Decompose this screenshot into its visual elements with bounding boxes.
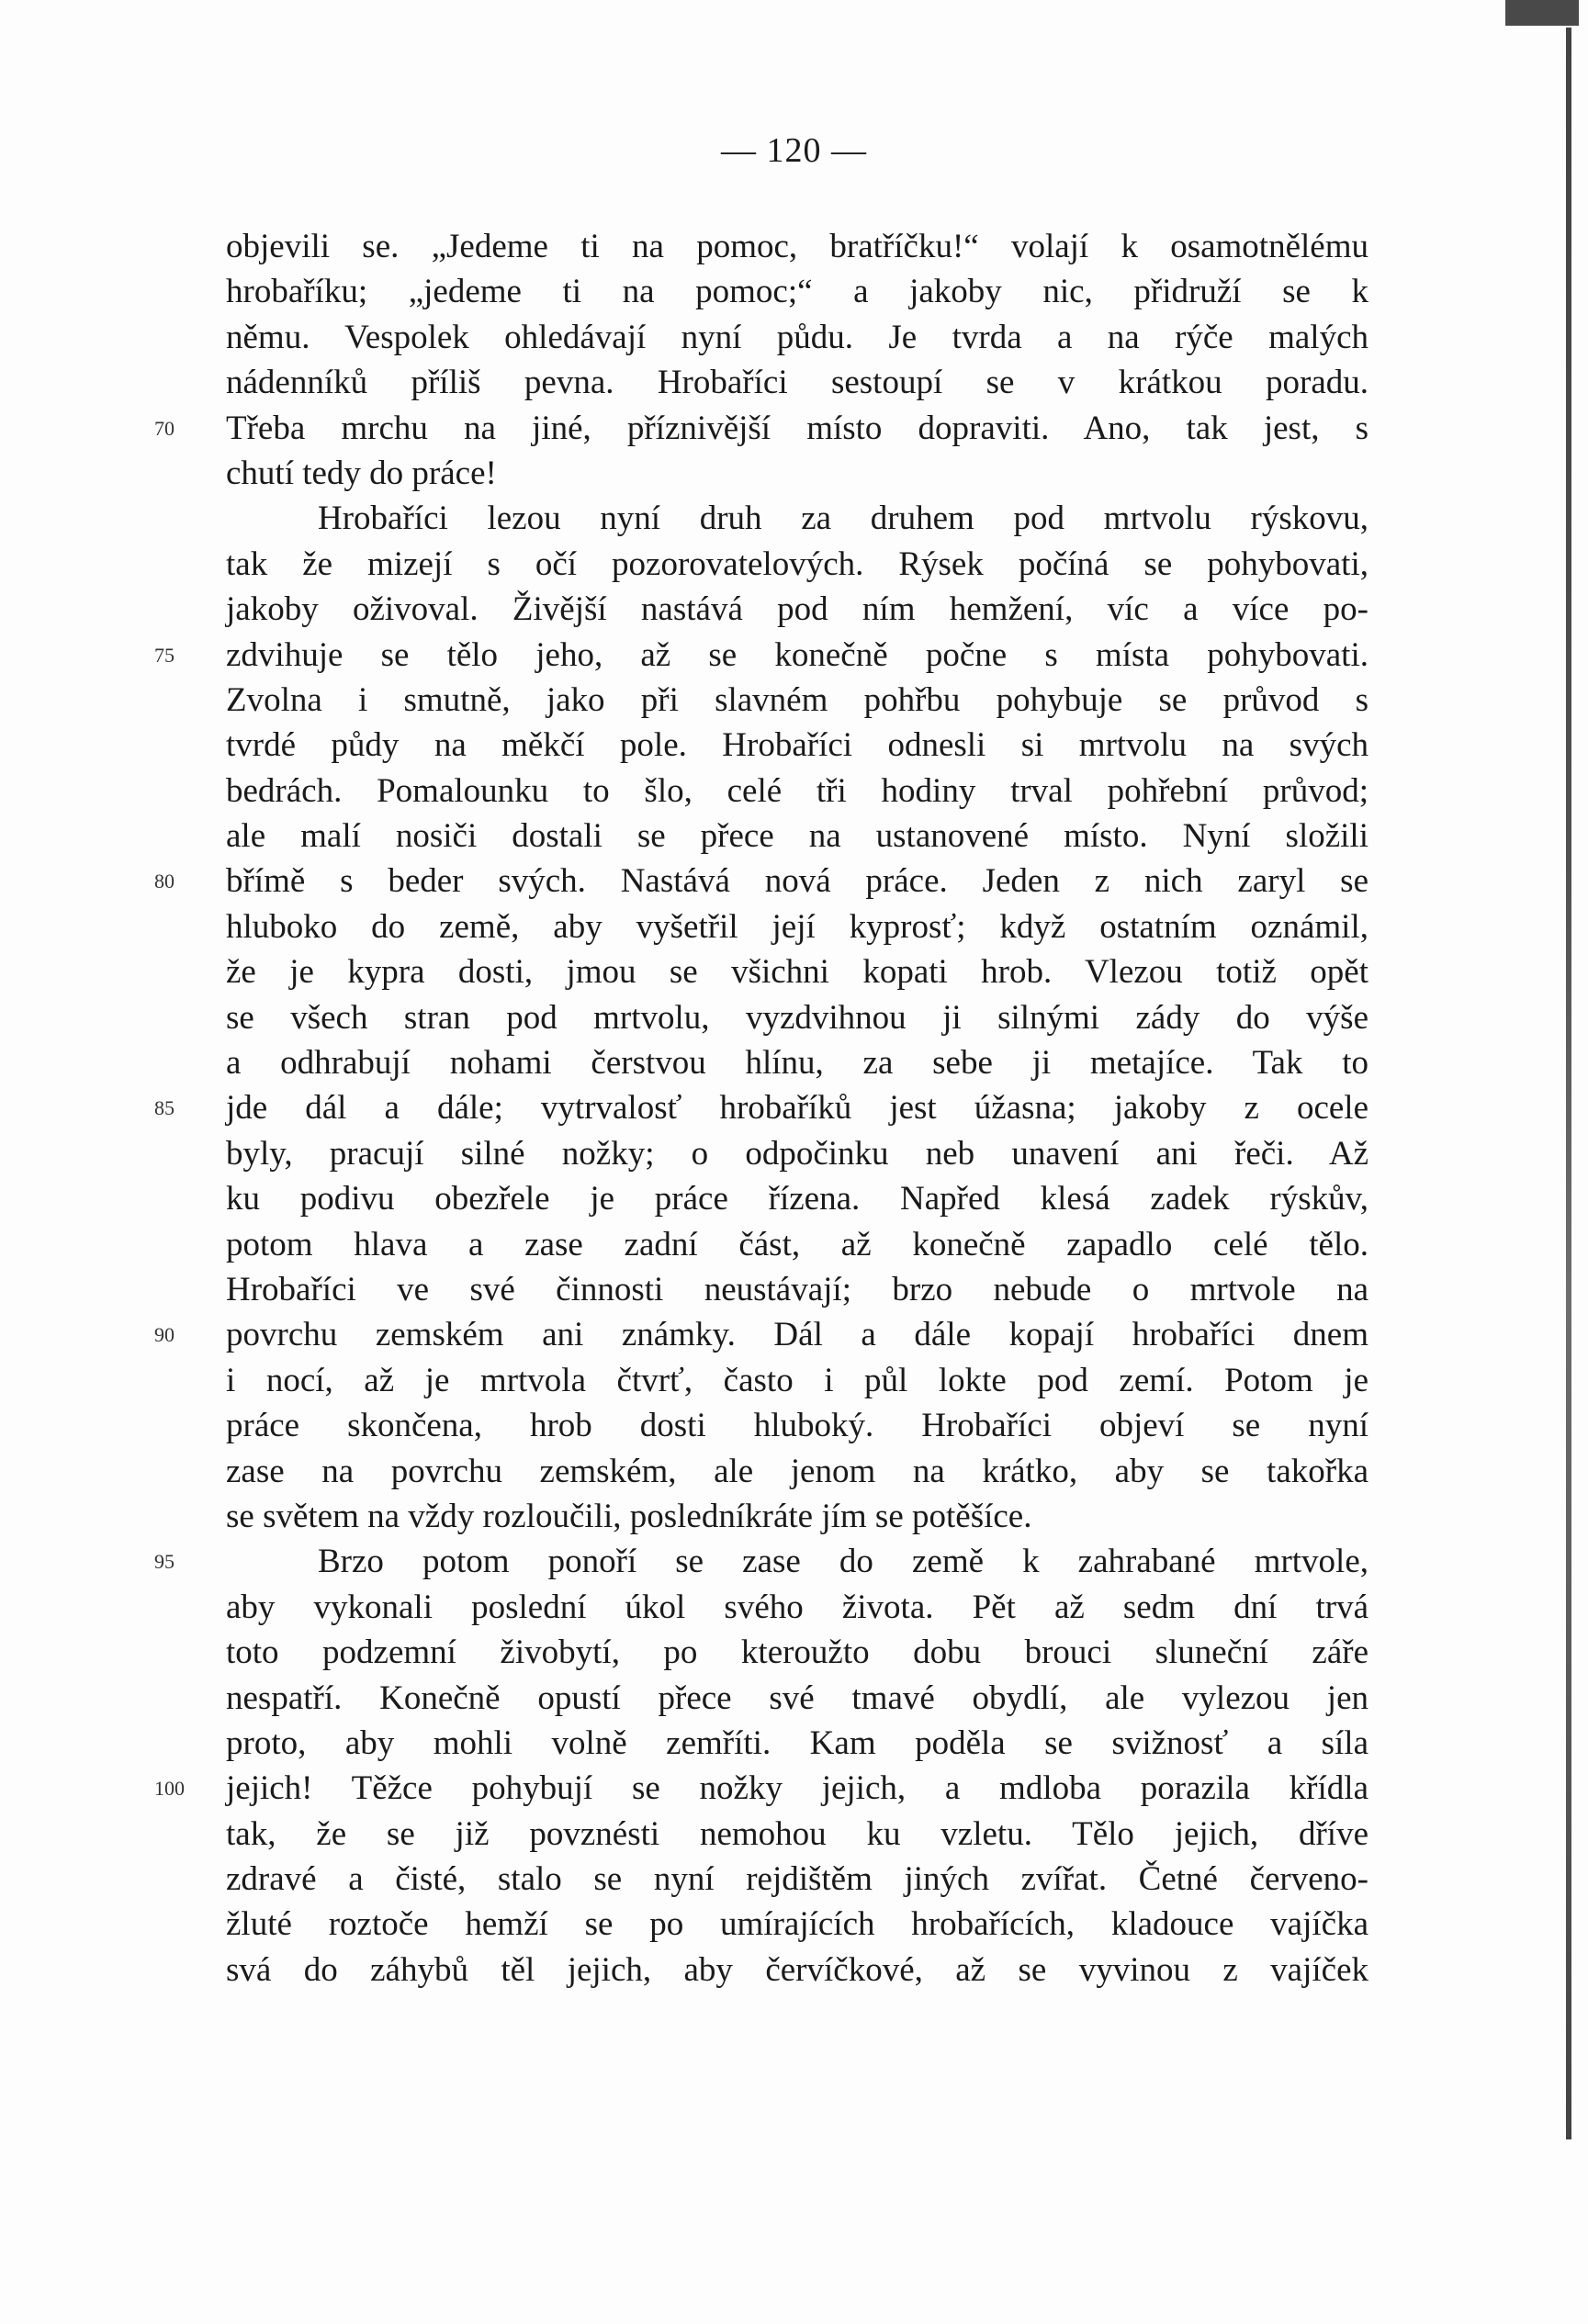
text-line [226,224,1368,269]
text-line [226,1857,1368,1902]
text-line-content: ale malí nosiči dostali se přece na ustanovené místo. Nyní složili [226,817,1368,856]
text-line-content: tvrdé půdy na měkčí pole. Hrobaříci odnesli si mrtvolu na svých [226,726,1368,765]
text-line [154,859,1368,904]
line-number: 75 [154,643,175,667]
text-line [226,723,1368,768]
text-line [226,315,1368,360]
text-line [226,451,1368,496]
text-line-content: jakoby oživoval. Živější nastává pod ním hemžení, víc a více po- [226,590,1368,629]
text-line [154,1539,1368,1584]
scan-edge-shadow [1566,28,1571,2139]
text-line [226,1630,1368,1675]
text-line [226,769,1368,814]
line-number: 85 [154,1096,175,1120]
text-line-content: a odhrabují nohami čerstvou hlínu, za sebe ji metajíce. Tak to [226,1044,1368,1083]
text-line-content: Třeba mrchu na jiné, příznivější místo dopraviti. Ano, tak jest, s [226,409,1368,447]
text-line [226,1676,1368,1721]
text-line [226,1358,1368,1403]
text-line [226,1176,1368,1221]
text-line [226,949,1368,994]
text-line [226,1494,1368,1539]
text-line-content: nespatří. Konečně opustí přece své tmavé obydlí, ale vylezou jen [226,1678,1368,1717]
text-line [226,1948,1368,1993]
text-line-content: žluté roztoče hemží se po umírajících hrobařících, kladouce vajíčka [226,1905,1368,1944]
line-number: 100 [154,1777,185,1801]
text-line [226,1585,1368,1630]
text-line-content: potom hlava a zase zadní část, až konečně zapadlo celé tělo. [226,1225,1368,1263]
text-line [154,1766,1368,1811]
text-line-content: svá do záhybů těl jejich, aby červíčkové, až se vyvinou z vajíček [226,1950,1368,1989]
text-line-content: břímě s beder svých. Nastává nová práce. Jeden z nich zaryl se [226,862,1368,901]
text-line [154,633,1368,678]
text-line-content: zdravé a čisté, stalo se nyní rejdištěm jiných zvířat. Četné červeno- [226,1860,1368,1899]
text-line-content: ku podivu obezřele je práce řízena. Napřed klesá zadek rýskův, [226,1180,1368,1218]
text-line-content: povrchu zemském ani známky. Dál a dále kopají hrobaříci dnem [226,1316,1368,1354]
text-line [226,814,1368,859]
text-line [226,1267,1368,1312]
text-line-content: Zvolna i smutně, jako při slavném pohřbu pohybuje se průvod s [226,680,1368,719]
page-number: — 120 — [721,131,867,170]
text-line [226,1902,1368,1947]
text-line [226,1449,1368,1494]
text-line-content: se všech stran pod mrtvolu, vyzdvihnou ji silnými zády do výše [226,998,1368,1037]
text-line [226,587,1368,632]
text-line-content: byly, pracují silné nožky; o odpočinku neb unavení ani řeči. Až [226,1134,1368,1173]
text-line [226,1403,1368,1448]
text-line-content: tak že mizejí s očí pozorovatelových. Rýsek počíná se pohybovati, [226,545,1368,583]
text-line-content: že je kypra dosti, jmou se všichni kopati hrob. Vlezou totiž opět [226,953,1368,992]
text-line-content: tak, že se již povznésti nemohou ku vzletu. Tělo jejich, dříve [226,1814,1368,1853]
text-line [226,360,1368,405]
text-line-content: proto, aby mohli volně zemříti. Kam poděla se svižnosť a síla [226,1723,1368,1762]
text-line-content: zdvihuje se tělo jeho, až se konečně počne s místa pohybovati. [226,635,1368,674]
text-line-content: bedrách. Pomalounku to šlo, celé tři hodiny trval pohřební průvod; [226,771,1368,810]
text-line [226,496,1368,541]
text-line [226,995,1368,1040]
text-line [154,406,1368,451]
line-number: 70 [154,416,175,440]
text-line-content: Brzo potom ponoří se zase do země k zahrabané mrtvole, [318,1543,1368,1581]
text-line-content: se světem na vždy rozloučili, posledníkráte jím se potěšíce. [226,1497,1032,1535]
text-line [226,1131,1368,1176]
body-text [154,224,1368,1993]
text-line-content: němu. Vespolek ohledávají nyní půdu. Je tvrda a na rýče malých [226,318,1368,356]
text-line [154,1312,1368,1357]
line-number: 80 [154,870,175,893]
scan-shadow-top [1505,0,1579,26]
text-line-content: toto podzemní živobytí, po kteroužto dobu brouci sluneční záře [226,1634,1368,1672]
text-line-content: aby vykonali poslední úkol svého života. Pět až sedm dní trvá [226,1588,1368,1626]
line-number: 90 [154,1323,175,1347]
text-line [226,904,1368,949]
text-line-content: zase na povrchu zemském, ale jenom na krátko, aby se takořka [226,1452,1368,1490]
text-line-content: hrobaříku; „jedeme ti na pomoc;“ a jakoby nic, přidruží se k [226,273,1368,311]
text-line [226,1040,1368,1085]
text-line [226,269,1368,314]
line-number: 95 [154,1550,175,1574]
text-line [154,1085,1368,1130]
text-line-content: chutí tedy do práce! [226,454,497,492]
text-line [226,542,1368,587]
text-line [226,1222,1368,1267]
text-line [226,1721,1368,1766]
text-line-content: i nocí, až je mrtvola čtvrť, často i půl lokte pod zemí. Potom je [226,1361,1368,1399]
text-line [226,678,1368,723]
text-line-content: jejich! Těžce pohybují se nožky jejich, a mdloba porazila křídla [226,1769,1368,1808]
text-line-content: nádenníků příliš pevna. Hrobaříci sestoupí se v krátkou poradu. [226,364,1368,402]
text-line-content: Hrobaříci ve své činnosti neustávají; brzo nebude o mrtvole na [226,1270,1368,1308]
text-line-content: Hrobaříci lezou nyní druh za druhem pod mrtvolu rýskovu, [318,500,1368,538]
text-line-content: jde dál a dále; vytrvalosť hrobaříků jest úžasna; jakoby z ocele [226,1089,1368,1128]
text-line-content: hluboko do země, aby vyšetřil její kyprosť; když ostatním oznámil, [226,907,1368,946]
text-line [226,1812,1368,1857]
text-line-content: objevili se. „Jedeme ti na pomoc, bratříčku!“ volají k osamotnělému [226,228,1368,265]
text-line-content: práce skončena, hrob dosti hluboký. Hrobaříci objeví se nyní [226,1407,1368,1445]
